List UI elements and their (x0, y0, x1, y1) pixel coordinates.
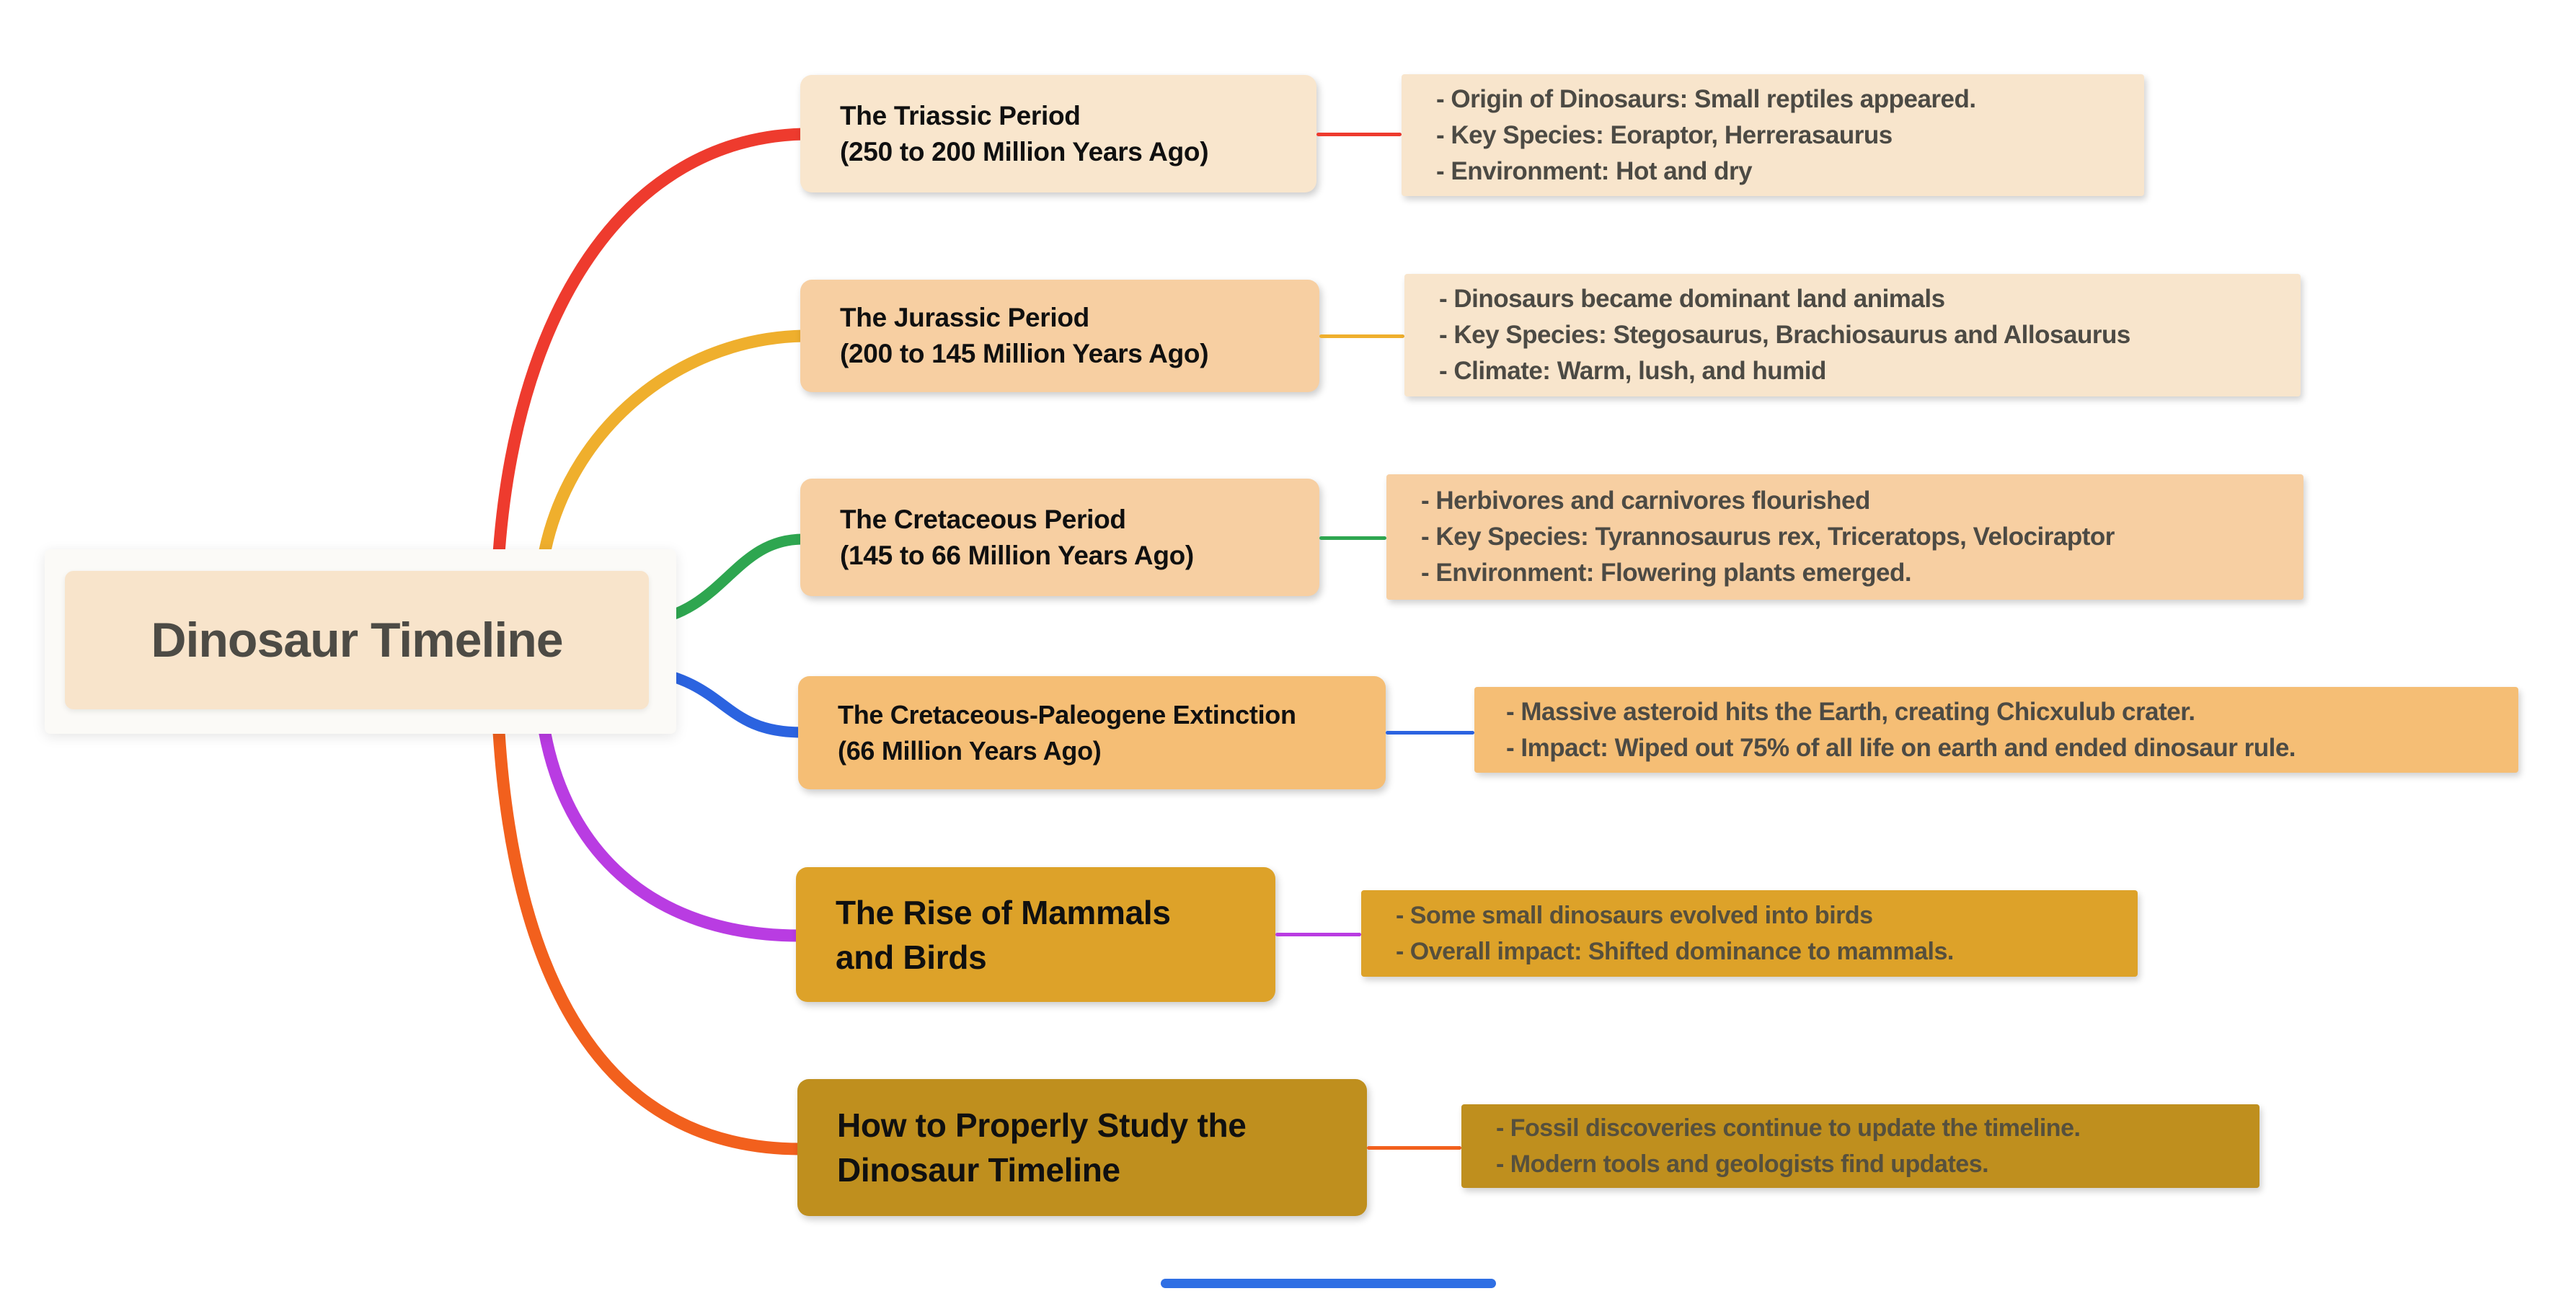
connector-triassic (1316, 133, 1402, 136)
topic-node-triassic[interactable] (800, 75, 1316, 192)
topic-node-mammals-birds[interactable] (796, 867, 1275, 1002)
detail-line: - Herbivores and carnivores flourished (1421, 487, 1870, 515)
topic-line: (200 to 145 Million Years Ago) (840, 339, 1209, 368)
topic-line: and Birds (836, 938, 987, 976)
detail-node-cretaceous[interactable] (1386, 474, 2303, 600)
connector-study-timeline (1367, 1146, 1461, 1150)
detail-line: - Key Species: Stegosaurus, Brachiosaurus and Allosaurus (1439, 321, 2130, 349)
detail-line: - Origin of Dinosaurs: Small reptiles appeared. (1436, 84, 1976, 113)
detail-line: - Key Species: Tyrannosaurus rex, Triceratops, Velociraptor (1421, 523, 2115, 551)
topic-line: The Cretaceous-Paleogene Extinction (838, 699, 1296, 729)
detail-node-triassic[interactable] (1402, 74, 2144, 196)
topic-node-jurassic[interactable] (800, 280, 1319, 392)
detail-line: - Modern tools and geologists find updates. (1496, 1150, 1989, 1178)
detail-line: - Impact: Wiped out 75% of all life on earth and ended dinosaur rule. (1506, 733, 2296, 762)
branch-curve-jurassic (541, 336, 803, 577)
detail-node-extinction[interactable] (1474, 687, 2518, 773)
branch-curve-mammals-birds (541, 705, 799, 936)
connector-extinction (1386, 731, 1474, 735)
detail-line: - Dinosaurs became dominant land animals (1439, 285, 1945, 313)
topic-node-extinction[interactable] (798, 676, 1386, 789)
branch-curve-triassic (497, 134, 803, 577)
detail-line: - Some small dinosaurs evolved into birds (1396, 902, 1873, 929)
topic-line: (145 to 66 Million Years Ago) (840, 540, 1194, 570)
detail-node-mammals-birds[interactable] (1361, 890, 2138, 977)
detail-line: - Climate: Warm, lush, and humid (1439, 357, 1826, 385)
topic-node-cretaceous[interactable] (800, 479, 1319, 596)
topic-line: How to Properly Study the (837, 1106, 1247, 1144)
topic-node-study-timeline[interactable] (797, 1079, 1367, 1216)
root-label: Dinosaur Timeline (151, 613, 563, 667)
connector-jurassic (1319, 334, 1404, 338)
connector-cretaceous (1319, 536, 1386, 540)
topic-line: (250 to 200 Million Years Ago) (840, 136, 1209, 167)
topic-line: The Rise of Mammals (836, 893, 1171, 931)
detail-node-jurassic[interactable] (1404, 274, 2301, 396)
detail-line: - Environment: Flowering plants emerged. (1421, 559, 1912, 587)
detail-line: - Overall impact: Shifted dominance to mammals. (1396, 938, 1954, 965)
detail-line: - Environment: Hot and dry (1436, 156, 1753, 185)
topic-line: The Cretaceous Period (840, 504, 1126, 534)
horizontal-scrollbar-thumb[interactable] (1161, 1279, 1496, 1288)
connector-mammals-birds (1275, 933, 1361, 936)
topic-line: The Jurassic Period (840, 303, 1089, 332)
topic-line: (66 Million Years Ago) (838, 735, 1102, 766)
detail-line: - Key Species: Eoraptor, Herrerasaurus (1436, 120, 1893, 149)
topic-line: The Triassic Period (840, 100, 1081, 130)
detail-node-study-timeline[interactable] (1461, 1104, 2259, 1188)
root-node[interactable] (65, 571, 649, 709)
topic-line: Dinosaur Timeline (837, 1151, 1120, 1189)
detail-line: - Massive asteroid hits the Earth, creating Chicxulub crater. (1506, 697, 2195, 726)
detail-line: - Fossil discoveries continue to update the timeline. (1496, 1114, 2081, 1142)
